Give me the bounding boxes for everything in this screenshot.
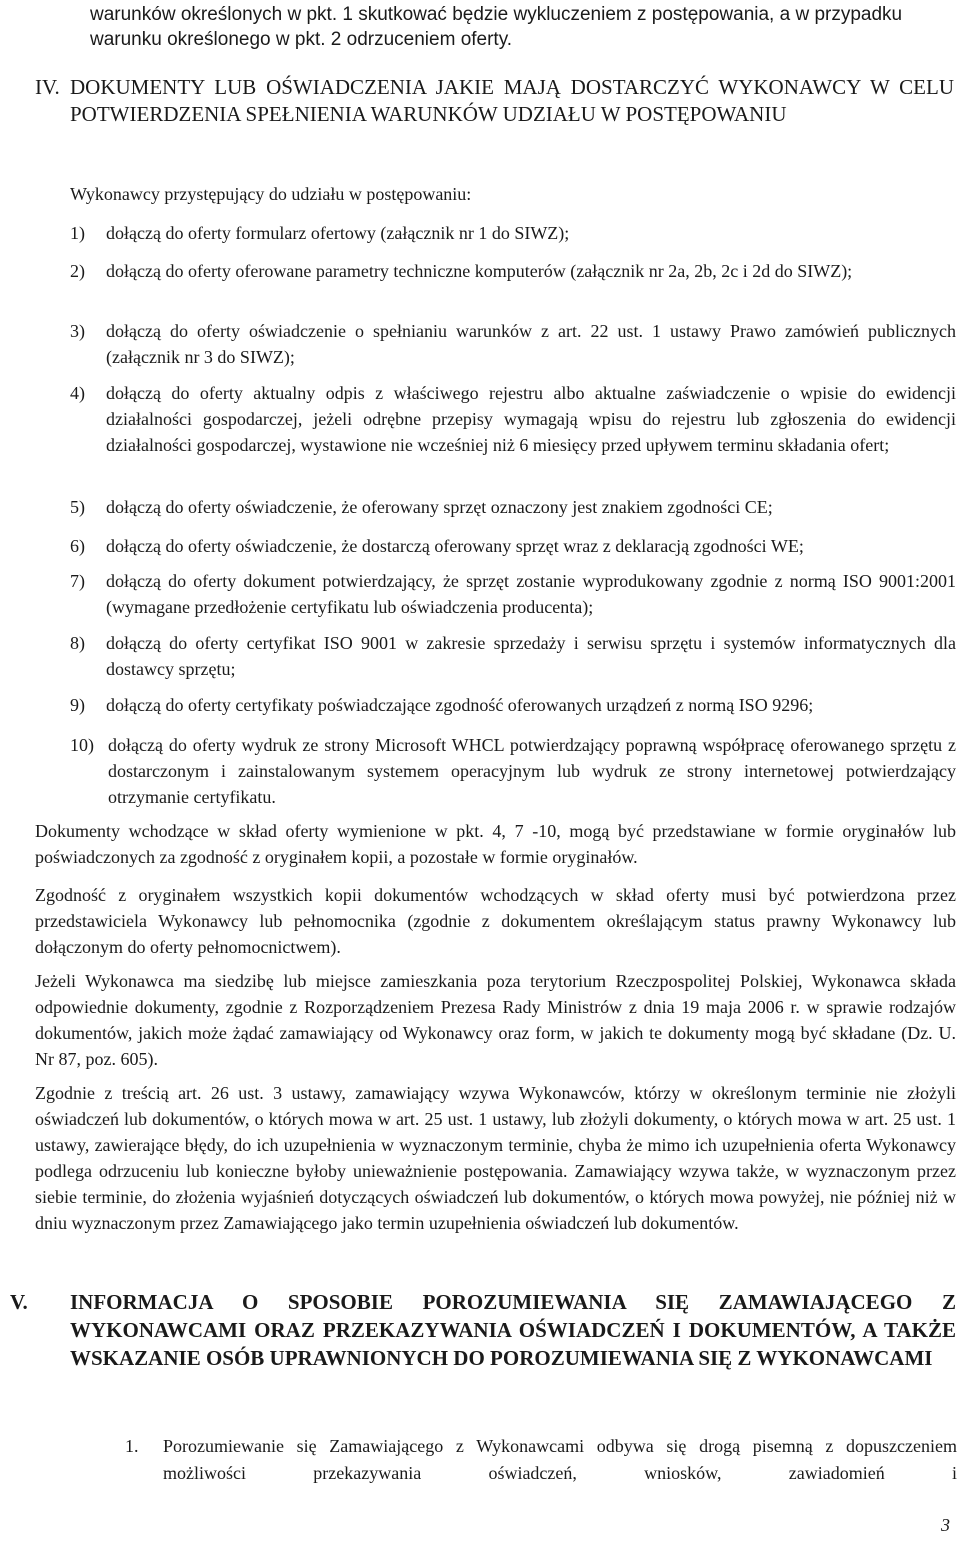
page-number: 3 <box>941 1515 950 1535</box>
section-iv-number: IV. <box>35 75 60 99</box>
list-item-number: 4) <box>70 383 85 403</box>
list-item <box>70 533 956 559</box>
list-item-text: dołączą do oferty dokument potwierdzający, że sprzęt zostanie wyprodukowany zgodnie z normą ISO 9001:2001 (wymagane przedłożenie certyfikatu lub oświadczenia producenta); <box>106 571 956 617</box>
list-item-number: 5) <box>70 497 85 517</box>
list-item-number: 1) <box>70 223 85 243</box>
list-item <box>70 220 956 246</box>
list-item <box>70 258 956 284</box>
list-item-number: 7) <box>70 571 85 591</box>
list-item-text: dołączą do oferty formularz ofertowy (załącznik nr 1 do SIWZ); <box>106 223 570 243</box>
list-item-text: dołączą do oferty oświadczenie o spełnianiu warunków z art. 22 ust. 1 ustawy Prawo zamówień publicznych (załącznik nr 3 do SIWZ); <box>106 321 956 367</box>
list-item <box>70 692 956 718</box>
list-item-number: 8) <box>70 633 85 653</box>
section-v-heading: INFORMACJA O SPOSOBIE POROZUMIEWANIA SIĘ ZAMAWIAJĄCEGO Z WYKONAWCAMI ORAZ PRZEKAZYWANIA OŚWIADCZEŃ I DOKUMENTÓW, A TAKŻE WSKAZANIE OSÓB UPRAWNIONYCH DO POROZUMIEWANIA SIĘ Z WYKONAWCAMI <box>70 1290 956 1370</box>
previous-section-fragment: warunków określonych w pkt. 1 skutkować będzie wykluczeniem z postępowania, a w przypadku warunku określonego w pkt. 2 odrzuceniem oferty. <box>90 4 903 50</box>
section-v-number: V. <box>10 1290 28 1314</box>
section-iv-intro: Wykonawcy przystępujący do udziału w postępowaniu: <box>70 184 472 204</box>
list-item-text: dołączą do oferty wydruk ze strony Microsoft WHCL potwierdzający poprawną współpracę oferowanego sprzętu z dostarczonym i zainstalowanym systemem operacyjnym lub wydruk ze strony internetowej potwierdzający otrzymanie certyfikatu. <box>108 735 956 807</box>
list-item <box>70 494 956 520</box>
list-item-number: 9) <box>70 695 85 715</box>
paragraph: Zgodnie z treścią art. 26 ust. 3 ustawy, zamawiający wzywa Wykonawców, którzy w określonym terminie nie złożyli oświadczeń lub dokumentów, o których mowa w art. 25 ust. 1 ustawy, lub złożyli dokumenty, o których mowa w art. 25 ust. 1 ustawy, zawierające błędy, do ich uzupełnienia w wyznaczonym terminie, chyba że mimo ich uzupełnienia oferta Wykonawcy podlega odrzuceniu lub konieczne byłoby unieważnienie postępowania. Zamawiający wzywa także, w wyznaczonym przez siebie terminie, do złożenia wyjaśnień dotyczących oświadczeń lub dokumentów, o których mowa powyżej, nie później niż w dniu wyznaczonym przez Zamawiającego jako termin uzupełnienia oświadczeń lub dokumentów. <box>35 1083 956 1233</box>
list-item-number: 10) <box>70 735 94 755</box>
paragraph: Zgodność z oryginałem wszystkich kopii dokumentów wchodzących w skład oferty musi być potwierdzona przez przedstawiciela Wykonawcy lub pełnomocnika (zgodnie z dokumentem określającym status prawny Wykonawcy lub dołączonym do oferty pełnomocnictwem). <box>35 885 956 957</box>
list-item <box>125 1433 957 1487</box>
list-item-text: dołączą do oferty oświadczenie, że dostarczą oferowany sprzęt wraz z deklaracją zgodności WE; <box>106 536 804 556</box>
section-iv-heading: DOKUMENTY LUB OŚWIADCZENIA JAKIE MAJĄ DOSTARCZYĆ WYKONAWCY W CELU POTWIERDZENIA SPEŁNIENIA WARUNKÓW UDZIAŁU W POSTĘPOWANIU <box>70 75 954 126</box>
list-item-number: 3) <box>70 321 85 341</box>
list-item-text: dołączą do oferty oświadczenie, że oferowany sprzęt oznaczony jest znakiem zgodności CE; <box>106 497 773 517</box>
list-item <box>70 568 956 620</box>
list-item <box>70 318 956 370</box>
paragraph: Jeżeli Wykonawca ma siedzibę lub miejsce zamieszkania poza terytorium Rzeczpospolitej Polskiej, Wykonawca składa odpowiednie dokumenty, zgodnie z Rozporządzeniem Prezesa Rady Ministrów z dnia 19 maja 2006 r. w sprawie rodzajów dokumentów, jakich może żądać zamawiający od Wykonawcy oraz form, w jakich te dokumenty mogą być składane (Dz. U. Nr 87, poz. 605). <box>35 971 956 1069</box>
list-item <box>70 732 956 810</box>
list-item-number: 6) <box>70 536 85 556</box>
list-item-number: 1. <box>125 1436 139 1456</box>
list-item <box>70 380 956 458</box>
paragraph: Dokumenty wchodzące w skład oferty wymienione w pkt. 4, 7 -10, mogą być przedstawiane w formie oryginałów lub poświadczonych za zgodność z oryginałem kopii, a pozostałe w formie oryginałów. <box>35 821 956 867</box>
list-item <box>70 630 956 682</box>
list-item-text: dołączą do oferty aktualny odpis z właściwego rejestru albo aktualne zaświadczenie o wpisie do ewidencji działalności gospodarczej, jeżeli odrębne przepisy wymagają wpisu do rejestru lub zgłoszenia do ewidencji działalności gospodarczej, wystawione nie wcześniej niż 6 miesięcy przed upływem terminu składania ofert; <box>106 383 956 455</box>
list-item-text: dołączą do oferty certyfikaty poświadczające zgodność oferowanych urządzeń z normą ISO 9296; <box>106 695 814 715</box>
list-item-text: dołączą do oferty oferowane parametry techniczne komputerów (załącznik nr 2a, 2b, 2c i 2d do SIWZ); <box>106 261 853 281</box>
list-item-text: dołączą do oferty certyfikat ISO 9001 w zakresie sprzedaży i serwisu sprzętu i systemów informatycznych dla dostawcy sprzętu; <box>106 633 956 679</box>
list-item-number: 2) <box>70 261 85 281</box>
list-item-text: Porozumiewanie się Zamawiającego z Wykonawcami odbywa się drogą pisemną z dopuszczeniem możliwości przekazywania oświadczeń, wniosków, zawiadomień i <box>163 1436 957 1483</box>
